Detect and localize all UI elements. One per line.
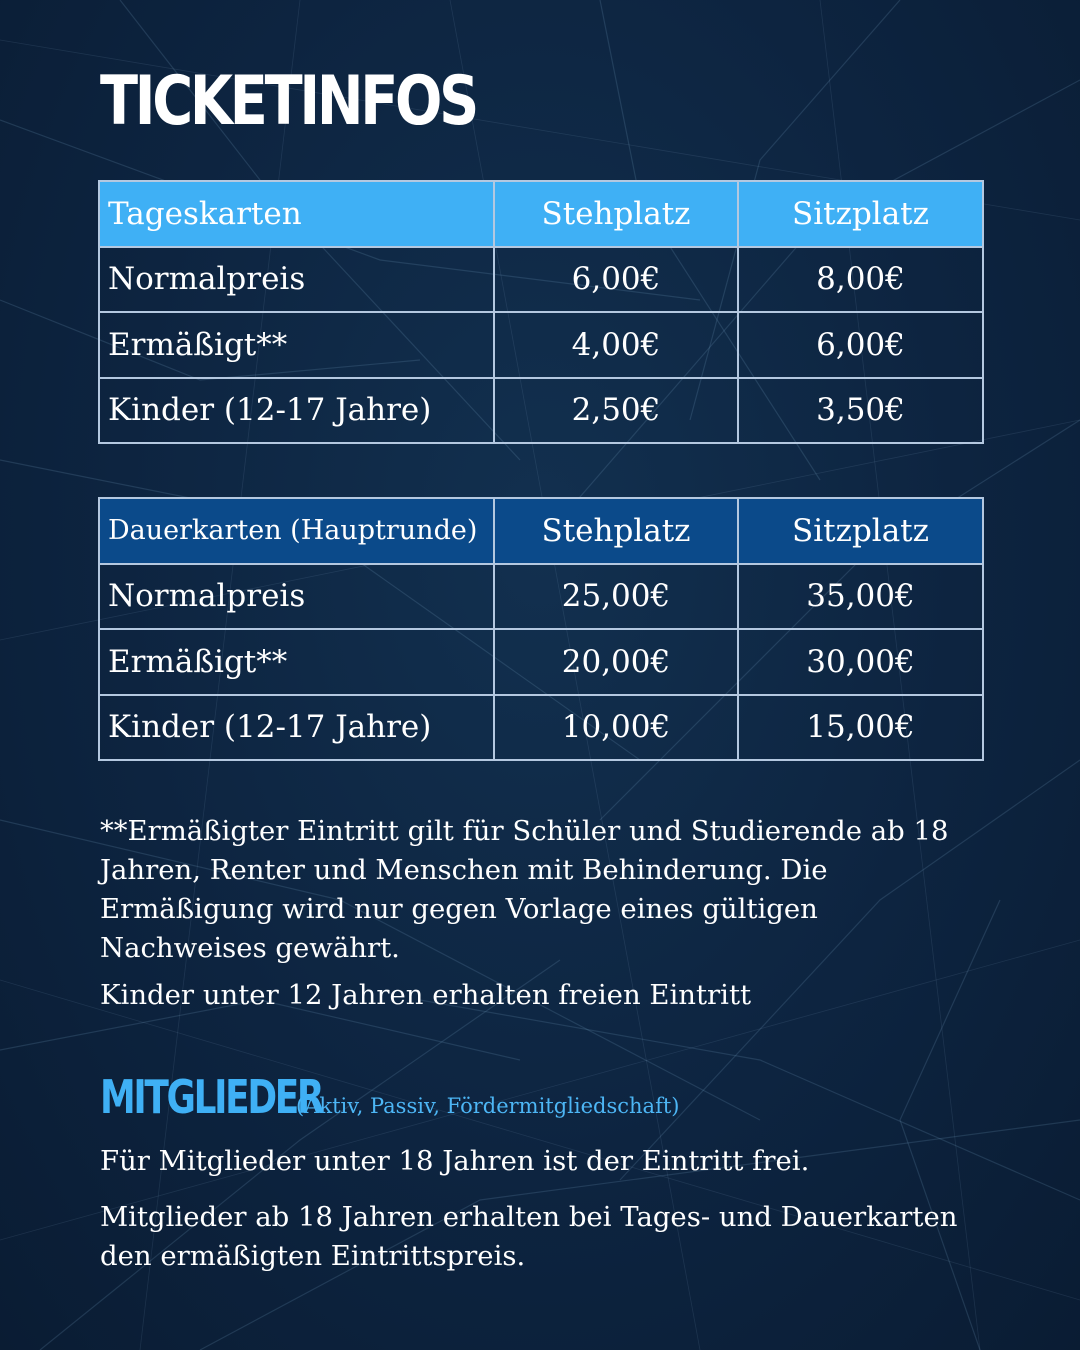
header-ticket-type: Dauerkarten (Hauptrunde) bbox=[99, 498, 494, 564]
row-label: Ermäßigt** bbox=[99, 629, 494, 695]
row-label: Kinder (12-17 Jahre) bbox=[99, 695, 494, 761]
price-standing: 2,50€ bbox=[494, 378, 738, 444]
row-label: Ermäßigt** bbox=[99, 312, 494, 378]
table-row bbox=[99, 312, 983, 378]
page-title: TICKETINFOS bbox=[100, 62, 477, 141]
reduced-price-note: **Ermäßigter Eintritt gilt für Schüler und Studierende ab 18 Jahren, Renter und Menschen mit Behinderung. Die Ermäßigung wird nur gegen Vorlage eines gültigen Nachweises gewährt. bbox=[100, 815, 949, 964]
price-standing: 6,00€ bbox=[494, 247, 738, 313]
day-ticket-table bbox=[98, 180, 984, 444]
price-seated: 3,50€ bbox=[738, 378, 983, 444]
price-seated: 8,00€ bbox=[738, 247, 983, 313]
header-seated: Sitzplatz bbox=[738, 181, 983, 247]
members-info-over-18: Mitglieder ab 18 Jahren erhalten bei Tages- und Dauerkarten den ermäßigten Eintrittspreis. bbox=[100, 1201, 958, 1272]
header-standing: Stehplatz bbox=[494, 498, 738, 564]
members-title: MITGLIEDER bbox=[100, 1070, 323, 1124]
price-standing: 25,00€ bbox=[494, 564, 738, 630]
table-row bbox=[99, 695, 983, 761]
price-seated: 6,00€ bbox=[738, 312, 983, 378]
table-row bbox=[99, 629, 983, 695]
price-seated: 30,00€ bbox=[738, 629, 983, 695]
row-label: Normalpreis bbox=[99, 247, 494, 313]
table-header-row bbox=[99, 181, 983, 247]
price-standing: 4,00€ bbox=[494, 312, 738, 378]
price-seated: 35,00€ bbox=[738, 564, 983, 630]
members-subtitle: (Aktiv, Passiv, Fördermitgliedschaft) bbox=[296, 1094, 680, 1118]
price-seated: 15,00€ bbox=[738, 695, 983, 761]
price-standing: 20,00€ bbox=[494, 629, 738, 695]
members-info-under-18: Für Mitglieder unter 18 Jahren ist der Eintritt frei. bbox=[100, 1145, 810, 1177]
members-heading bbox=[100, 1068, 679, 1126]
header-seated: Sitzplatz bbox=[738, 498, 983, 564]
header-standing: Stehplatz bbox=[494, 181, 738, 247]
header-ticket-type: Tageskarten bbox=[99, 181, 494, 247]
row-label: Kinder (12-17 Jahre) bbox=[99, 378, 494, 444]
price-standing: 10,00€ bbox=[494, 695, 738, 761]
table-row bbox=[99, 564, 983, 630]
season-ticket-table bbox=[98, 497, 984, 761]
table-row bbox=[99, 378, 983, 444]
row-label: Normalpreis bbox=[99, 564, 494, 630]
free-entry-note: Kinder unter 12 Jahren erhalten freien Eintritt bbox=[100, 979, 752, 1011]
table-row bbox=[99, 247, 983, 313]
table-header-row bbox=[99, 498, 983, 564]
